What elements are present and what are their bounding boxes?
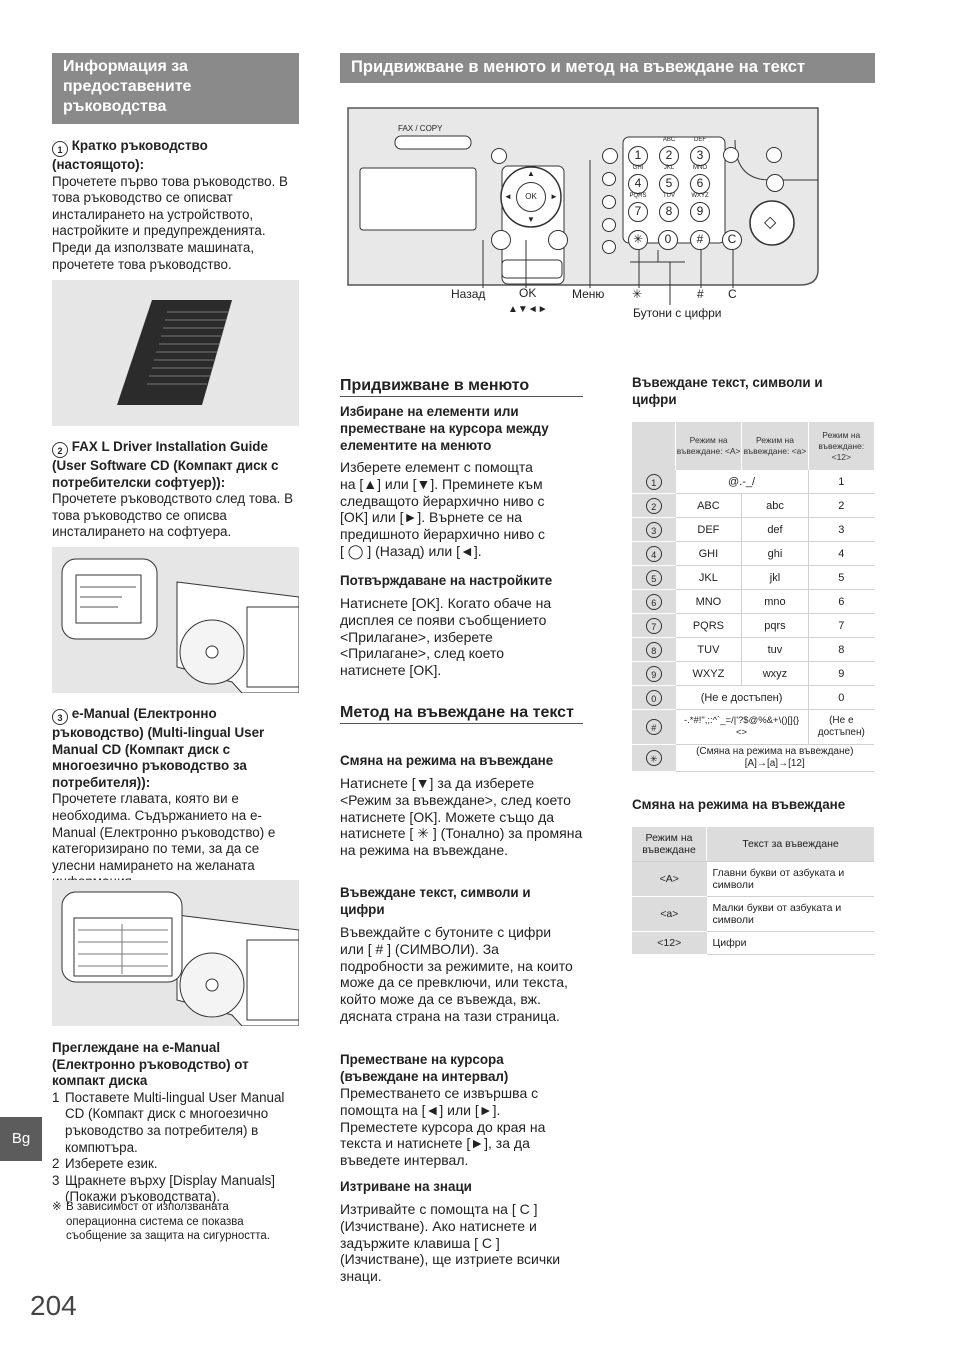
table1-header-cell: Режим на въвеждане: <A> [676, 422, 742, 470]
step-text: Изберете език. [65, 1156, 158, 1172]
table1-key-cell [632, 566, 676, 590]
side-key-1[interactable] [602, 172, 616, 186]
cursor-body: Преместването се извършва с помощта на [◄] или [►]. Преместете курсора до края на текста и натиснете [►], за да въведете интервал. [340, 1085, 546, 1169]
table1-cell: 1 [808, 470, 874, 494]
table2-header-cell: Текст за въвеждане [707, 827, 875, 862]
table1-cell: JKL [676, 566, 742, 590]
table2-cell: Цифри [707, 932, 875, 955]
table1-key-cell [632, 518, 676, 542]
table2-row [632, 897, 874, 932]
digit-key-2[interactable]: 2 [659, 146, 679, 166]
monitor-cd-illustration [52, 547, 299, 693]
item1 [52, 138, 300, 273]
settings-key[interactable] [491, 148, 507, 164]
top-right-key[interactable] [723, 147, 739, 163]
table1-cell: pqrs [742, 614, 808, 638]
keypad-letters: ABC [662, 137, 676, 143]
clear-alt-key[interactable] [548, 230, 568, 250]
select-body: Изберете елемент с помощта на [▲] или [▼]. Преминете към следващото йерархично ниво с [OK] или [►]. Върнете се на предишното йерархично ниво с [ ◯ ] (Назад) или [◄]. [340, 459, 546, 559]
side-key-4[interactable] [602, 240, 616, 254]
table2-cell: <12> [632, 932, 707, 955]
mode-body: Натиснете [▼] за да изберете <Режим за въвеждане>, след което натиснете [OK]. Можете също да натиснете [ ✳ ] (Тонално) за промяна на режима на въвеждане. [340, 775, 583, 859]
digit-key-4[interactable]: 4 [628, 174, 648, 194]
table1-cell: 8 [808, 638, 874, 662]
digit-key-7[interactable]: 7 [628, 202, 648, 222]
key-✳-icon: ✳ [646, 750, 662, 766]
keypad-letters: TUV [663, 193, 675, 199]
star-key[interactable] [628, 230, 648, 250]
table1-key-cell [632, 710, 676, 745]
right-section-title: Придвижване в менюто и метод на въвеждане на текст [351, 58, 806, 76]
item2 [52, 439, 300, 541]
table1-row [632, 638, 874, 662]
table1-cell: def [742, 518, 808, 542]
start-icon[interactable]: ◇ [764, 214, 777, 231]
confirm-title: Потвърждаване на настройките [340, 573, 553, 588]
table2-row [632, 932, 874, 955]
input-chars-table [632, 422, 874, 772]
step-text: Поставете Multi-lingual User Manual CD (Компакт диск с многоезично ръководство за потребителя) в компютъра. [65, 1089, 285, 1155]
table2-cell: Главни букви от азбуката и символи [707, 862, 875, 897]
key-8-icon: 8 [646, 642, 662, 658]
table1-row [632, 614, 874, 638]
digit-key-8[interactable]: 8 [659, 202, 679, 222]
table1-cell: tuv [742, 638, 808, 662]
step-text: Щракнете върху [Display Manuals] (Покажи ръководствата). [65, 1172, 275, 1205]
key-1-icon: 1 [646, 474, 662, 490]
table1-key-cell [632, 614, 676, 638]
table1-title: Въвеждане текст, символи и цифри [632, 375, 823, 407]
note-mark: ※ [52, 1201, 62, 1213]
key-9-icon: 9 [646, 666, 662, 682]
table1-row [632, 710, 874, 745]
method-title: Метод на въвеждане на текст [340, 702, 583, 724]
label-back: Назад [451, 287, 486, 301]
fax-copy-label [398, 124, 442, 133]
nav-title: Придвижване в менюто [340, 375, 583, 397]
table1-cell: MNO [676, 590, 742, 614]
confirm-body: Натиснете [OK]. Когато обаче на дисплея се появи съобщението <Прилагане>, изберете <Прилагане>, след което натиснете [OK]. [340, 595, 552, 679]
item3-body: Прочетете главата, която ви е необходима. Съдържанието на e-Manual (Електронно ръководство) е категоризирано по теми, за да се улесни намирането на желаната [52, 791, 276, 873]
mode-title: Смяна на режима на въвеждане [340, 753, 554, 768]
key-3-icon: 3 [646, 522, 662, 538]
table2-header-row [632, 827, 874, 862]
label-ok: OK [519, 286, 537, 300]
language-tab: Bg [0, 1117, 42, 1161]
note [52, 1200, 300, 1244]
booklet-illustration [52, 280, 299, 426]
table1-cell: 2 [808, 494, 874, 518]
cursor-title: Преместване на курсора (въвеждане на интервал) [340, 1052, 509, 1084]
stop-key[interactable] [766, 174, 784, 192]
digit-key-5[interactable]: 5 [659, 174, 679, 194]
item3-number: 3 [52, 709, 68, 725]
table1-row [632, 686, 874, 710]
table1-cell: 5 [808, 566, 874, 590]
keypad-letters: PQRS [629, 193, 647, 199]
table1-header-cell [632, 422, 676, 470]
table1-row [632, 745, 874, 772]
view-emanual-title: Преглеждане на e-Manual (Електронно ръководство) от компакт диска [52, 1040, 249, 1089]
arrow-left-icon[interactable]: ◄ [504, 192, 512, 201]
c-key-label: C [727, 232, 737, 246]
table1-key-cell [632, 590, 676, 614]
item2-title: FAX L Driver Installation Guide (User Software CD (Компакт диск с потребителски софтуер)): [52, 439, 279, 490]
label-menu: Меню [572, 287, 605, 301]
table1-header-row [632, 422, 874, 470]
table1-cell: mno [742, 590, 808, 614]
step-number: 3 [52, 1172, 60, 1188]
key-6-icon: 6 [646, 594, 662, 610]
arrow-up-icon[interactable]: ▲ [527, 169, 535, 178]
table1-cell: 3 [808, 518, 874, 542]
key-4-icon: 4 [646, 546, 662, 562]
back-key[interactable] [491, 230, 511, 250]
table1-cell: -.*#!",;:^`_=/|'?$@%&+\()[]{}<> [676, 710, 809, 745]
item1-number: 1 [52, 141, 68, 157]
arrow-right-icon[interactable]: ► [550, 192, 558, 201]
emanual-image [52, 880, 299, 1026]
table1-cell: PQRS [676, 614, 742, 638]
table1-header-cell: Режим на въвеждане: <a> [742, 422, 808, 470]
right-section-header [340, 53, 875, 83]
table1-cell: (Не е достъпен) [808, 710, 874, 745]
zero-key[interactable] [658, 230, 678, 250]
table1-row [632, 518, 874, 542]
control-panel [340, 100, 875, 340]
monitor-cd-illustration-2 [52, 880, 299, 1026]
table1-row [632, 494, 874, 518]
table2-cell: <A> [632, 862, 707, 897]
table1-cell: (Не е достъпен) [676, 686, 809, 710]
keypad-letters: DEF [694, 137, 706, 143]
star-key-label: ✳ [632, 232, 644, 246]
enter-body: Въвеждайте с бутоните с цифри или [ # ] (СИМВОЛИ). За подробности за режимите, на които може да се превключи, или текста, който може да се въвежда, вж. дясната страна на тази страница. [340, 924, 573, 1024]
table1-cell: (Смяна на режима на въвеждане) [A]→[a]→[12] [676, 745, 874, 772]
label-hash: # [697, 287, 704, 301]
page-number: 204 [30, 1290, 77, 1321]
hash-key-label: # [696, 232, 704, 246]
label-arrows: ▲▼◄► [508, 304, 548, 315]
table1-key-cell [632, 662, 676, 686]
table1-cell: DEF [676, 518, 742, 542]
table1-cell: abc [742, 494, 808, 518]
table1-cell: wxyz [742, 662, 808, 686]
driver-guide-image [52, 547, 299, 693]
table1-cell: jkl [742, 566, 808, 590]
side-key-3[interactable] [602, 218, 616, 232]
table1-key-cell [632, 542, 676, 566]
table1-row [632, 590, 874, 614]
digit-key-9[interactable]: 9 [690, 202, 710, 222]
table1-key-cell [632, 686, 676, 710]
delete-body: Изтривайте с помощта на [ C ] (Изчистване). Ако натиснете и задържите клавиша [ C ] (Изчистване), ще изтриете всички знаци. [340, 1201, 561, 1285]
item2-number: 2 [52, 442, 68, 458]
table2-cell: Малки букви от азбуката и символи [707, 897, 875, 932]
table1-cell: ghi [742, 542, 808, 566]
steps-list [52, 1090, 300, 1206]
table1-row [632, 566, 874, 590]
view-emanual [52, 1040, 300, 1206]
table1-cell: GHI [676, 542, 742, 566]
table1-row [632, 470, 874, 494]
delete-title: Изтриване на знаци [340, 1179, 472, 1194]
item1-body: Прочетете първо това ръководство. В това ръководство се описват инсталирането на устройството, настройките и предупрежденията. Преди да използвате машината, прочетете това ръководство. [52, 173, 288, 272]
label-numkeys: Бутони с цифри [633, 306, 722, 320]
ok-key-label: OK [525, 192, 537, 201]
key-7-icon: 7 [646, 618, 662, 634]
arrow-down-icon[interactable]: ▼ [527, 215, 535, 224]
item2-body: Прочетете ръководството след това. В това ръководство се описва инсталирането на софтуера. [52, 491, 294, 540]
hash-key[interactable] [690, 230, 710, 250]
c-key[interactable] [722, 230, 742, 250]
table1-key-cell [632, 494, 676, 518]
keypad-letters: WXYZ [691, 193, 709, 199]
input-mode-table [632, 827, 874, 955]
item3 [52, 706, 300, 891]
table1-cell: 7 [808, 614, 874, 638]
note-text: В зависимост от използваната операционна система се показва съобщение за защита на сигурността. [66, 1201, 270, 1242]
table1-cell: @.-_/ [676, 470, 809, 494]
table1-row [632, 542, 874, 566]
table1-cell: ABC [676, 494, 742, 518]
select-title: Избиране на елементи или преместване на курсора между елементите на менюто [340, 404, 549, 453]
quick-guide-image [52, 280, 299, 426]
side-key-2[interactable] [602, 195, 616, 209]
digit-key-6[interactable]: 6 [690, 174, 710, 194]
keypad-letters: JKL [663, 165, 675, 171]
table1-cell: 0 [808, 686, 874, 710]
table1-cell: 6 [808, 590, 874, 614]
zero-key-label: 0 [664, 232, 672, 246]
key-2-icon: 2 [646, 498, 662, 514]
label-c: C [728, 287, 737, 301]
table1-key-cell [632, 745, 676, 772]
step-number: 1 [52, 1089, 60, 1105]
step-number: 2 [52, 1156, 60, 1172]
left-section-title: Информация за предоставените ръководства [63, 58, 192, 115]
step-item [52, 1156, 300, 1173]
table1-header-cell: Режим на въвеждане: <12> [808, 422, 874, 470]
table1-cell: WXYZ [676, 662, 742, 686]
table2-row [632, 862, 874, 897]
menu-key[interactable] [602, 148, 618, 164]
table1-row [632, 662, 874, 686]
keypad-letters: MNO [693, 165, 707, 171]
label-star: ✳ [632, 287, 643, 301]
item1-title: Кратко ръководство (настоящото): [52, 138, 208, 172]
left-section-header [52, 53, 299, 124]
ok-key[interactable] [516, 182, 546, 212]
table2-title: Смяна на режима на въвеждане [632, 797, 846, 812]
table1-key-cell [632, 470, 676, 494]
digit-key-3[interactable]: 3 [690, 146, 710, 166]
key-5-icon: 5 [646, 570, 662, 586]
item3-title: e-Manual (Електронно ръководство) (Multi-lingual User Manual CD (Компакт диск с многоезично ръководство за потребителя)): [52, 706, 265, 790]
enter-title: Въвеждане текст, символи и цифри [340, 885, 531, 917]
reset-key[interactable] [766, 147, 782, 163]
table1-cell: 9 [808, 662, 874, 686]
key-0-icon: 0 [646, 690, 662, 706]
table1-cell: TUV [676, 638, 742, 662]
digit-key-1[interactable]: 1 [628, 146, 648, 166]
table1-cell: 4 [808, 542, 874, 566]
table1-key-cell [632, 638, 676, 662]
fax-copy-text: FAX / COPY [398, 124, 443, 133]
table2-header-cell: Режим на въвеждане [632, 827, 707, 862]
key-#-icon: # [646, 719, 662, 735]
step-item [52, 1090, 300, 1156]
table2-cell: <a> [632, 897, 707, 932]
keypad-letters: GHI [632, 165, 644, 171]
